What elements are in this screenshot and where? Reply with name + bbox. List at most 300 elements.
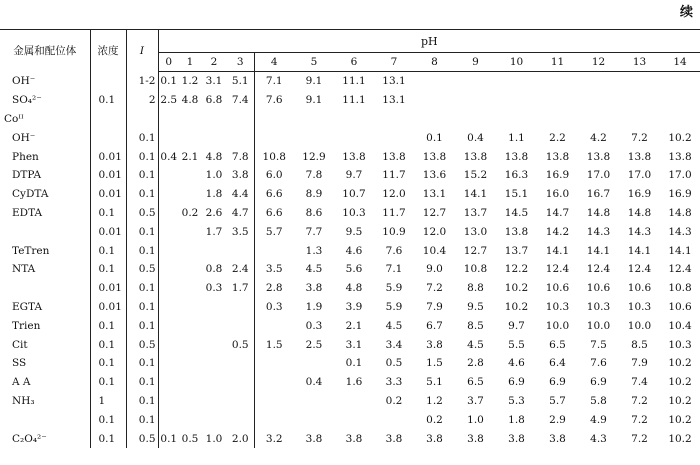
value-cell: 14.2 (545, 225, 570, 238)
value-cell (254, 354, 294, 373)
ligand-name: TeTren (0, 241, 90, 260)
ionic-strength-cell: 0.5 (126, 335, 158, 354)
value-cell (201, 128, 227, 147)
value-cell: 4.6 (345, 244, 363, 257)
value-cell: 1.5 (426, 357, 443, 370)
value-cell: 2.1 (181, 150, 199, 163)
value-cell: 6.9 (508, 376, 525, 389)
value-cell: 0.3 (305, 319, 323, 332)
ionic-strength-cell: 0.1 (126, 147, 158, 166)
ligand-name: OH⁻ (0, 72, 90, 91)
value-cell (158, 166, 179, 185)
value-cell: 10.0 (545, 319, 570, 332)
value-cell: 5.1 (426, 376, 443, 389)
table-header (0, 30, 700, 72)
value-cell (294, 354, 334, 373)
table-row (0, 110, 700, 129)
value-cell: 10.2 (668, 413, 692, 426)
value-cell: 14.3 (668, 225, 692, 238)
value-cell: 2.8 (265, 282, 283, 295)
value-cell: 13.1 (422, 188, 447, 201)
value-cell (578, 110, 619, 129)
value-cell: 1.0 (467, 413, 484, 426)
value-cell: 10.3 (627, 300, 652, 313)
ph-header-cell: 9 (455, 53, 496, 72)
value-cell: 13.8 (504, 225, 529, 238)
value-cell: 14.8 (668, 206, 692, 219)
value-cell (158, 410, 179, 429)
ph-header-cell: 1 (179, 53, 201, 72)
ionic-strength-cell: 0.1 (126, 279, 158, 298)
value-cell (158, 110, 179, 129)
value-cell: 5.6 (345, 263, 363, 276)
value-cell: 2.9 (549, 413, 566, 426)
value-cell: 9.7 (508, 319, 525, 332)
value-cell: 13.8 (504, 150, 529, 163)
value-cell: 13.1 (382, 94, 406, 107)
value-cell: 7.9 (426, 300, 443, 313)
value-cell: 17.0 (668, 169, 692, 182)
value-cell (414, 110, 455, 129)
ligand-name: SO₄²⁻ (0, 91, 90, 110)
concentration-cell: 0.1 (90, 91, 126, 110)
value-cell (294, 128, 334, 147)
concentration-cell: 0.1 (90, 204, 126, 223)
value-cell (227, 298, 254, 317)
value-cell: 4.6 (508, 357, 525, 370)
value-cell (254, 373, 294, 392)
ionic-strength-cell: 0.1 (126, 354, 158, 373)
table-row (0, 373, 700, 392)
value-cell (414, 91, 455, 110)
value-cell: 14.7 (545, 206, 570, 219)
value-cell (455, 110, 496, 129)
concentration-cell: 0.1 (90, 335, 126, 354)
value-cell: 10.0 (586, 319, 611, 332)
value-cell (158, 185, 179, 204)
value-cell: 7.1 (265, 75, 283, 88)
value-cell (227, 128, 254, 147)
value-cell (201, 335, 227, 354)
value-cell (158, 335, 179, 354)
value-cell: 12.4 (668, 263, 692, 276)
value-cell: 13.7 (504, 244, 529, 257)
value-cell (179, 222, 201, 241)
table-row (0, 392, 700, 411)
table-row (0, 298, 700, 317)
ionic-strength-cell: 0.1 (126, 392, 158, 411)
concentration-cell: 0.1 (90, 429, 126, 448)
ionic-strength-cell (126, 110, 158, 129)
value-cell: 12.0 (422, 225, 447, 238)
value-cell (496, 72, 537, 91)
value-cell: 3.8 (467, 432, 484, 445)
value-cell: 11.1 (342, 94, 366, 107)
value-cell (158, 260, 179, 279)
ionic-strength-cell: 0.1 (126, 241, 158, 260)
value-cell: 0.5 (181, 432, 199, 445)
ligand-name (0, 222, 90, 241)
value-cell (158, 241, 179, 260)
value-cell (660, 91, 700, 110)
value-cell: 3.4 (385, 338, 403, 351)
value-cell: 7.4 (227, 91, 254, 110)
value-cell: 6.5 (467, 376, 484, 389)
value-cell: 9.5 (345, 225, 363, 238)
ph-header-cell: 3 (227, 53, 254, 72)
value-cell (227, 316, 254, 335)
value-cell (660, 110, 700, 129)
value-cell: 6.9 (549, 376, 566, 389)
value-cell: 13.8 (463, 150, 488, 163)
value-cell: 7.5 (590, 338, 607, 351)
ligand-name: CyDTA (0, 185, 90, 204)
value-cell: 3.8 (345, 432, 363, 445)
concentration-cell: 0.01 (90, 279, 126, 298)
value-cell: 13.8 (422, 150, 447, 163)
concentration-cell (90, 72, 126, 91)
value-cell: 10.3 (545, 300, 570, 313)
value-cell: 0.1 (160, 432, 178, 445)
value-cell: 3.8 (305, 432, 323, 445)
ph-header-cell: 12 (578, 53, 619, 72)
ph-header-cell: 11 (537, 53, 578, 72)
concentration-cell: 0.1 (90, 354, 126, 373)
value-cell: 7.6 (265, 94, 283, 107)
concentration-cell: 0.01 (90, 185, 126, 204)
value-cell: 0.1 (160, 75, 178, 88)
value-cell (201, 298, 227, 317)
value-cell (158, 222, 179, 241)
value-cell (578, 91, 619, 110)
value-cell: 1.8 (205, 188, 223, 201)
concentration-cell (90, 128, 126, 147)
value-cell: 14.1 (627, 244, 652, 257)
value-cell: 4.5 (467, 338, 484, 351)
value-cell: 8.8 (467, 282, 484, 295)
table-row (0, 166, 700, 185)
value-cell: 0.4 (467, 131, 484, 144)
value-cell: 10.6 (627, 282, 652, 295)
value-cell: 12.0 (382, 188, 406, 201)
value-cell: 0.5 (385, 357, 403, 370)
value-cell: 4.8 (345, 282, 363, 295)
value-cell (158, 279, 179, 298)
value-cell (294, 410, 334, 429)
value-cell: 1.1 (508, 131, 525, 144)
value-cell (158, 373, 179, 392)
value-cell (179, 185, 201, 204)
value-cell (179, 110, 201, 129)
header-ionic-strength: I (126, 30, 158, 72)
ionic-strength-cell: 0.1 (126, 316, 158, 335)
value-cell (254, 110, 294, 129)
ligand-name: EGTA (0, 298, 90, 317)
value-cell: 10.3 (586, 300, 611, 313)
value-cell: 16.3 (504, 169, 529, 182)
value-cell: 13.1 (382, 75, 406, 88)
value-cell: 3.8 (426, 338, 443, 351)
header-concentration: 浓度 (90, 30, 126, 72)
value-cell: 6.9 (590, 376, 607, 389)
ligand-name: EDTA (0, 204, 90, 223)
value-cell: 8.6 (305, 206, 323, 219)
value-cell (179, 316, 201, 335)
value-cell: 6.6 (265, 188, 283, 201)
value-cell: 1.0 (205, 169, 223, 182)
value-cell: 10.3 (342, 206, 366, 219)
ionic-strength-cell: 0.5 (126, 429, 158, 448)
value-cell: 16.9 (545, 169, 570, 182)
value-cell (158, 128, 179, 147)
table-row (0, 335, 700, 354)
concentration-cell: 0.01 (90, 166, 126, 185)
ph-header-cell: 5 (294, 53, 334, 72)
value-cell: 11.1 (342, 75, 366, 88)
value-cell (334, 410, 374, 429)
header-ph: pH (158, 30, 700, 53)
ionic-strength-cell: 2 (126, 91, 158, 110)
ph-header-cell: 14 (660, 53, 700, 72)
value-cell: 7.6 (385, 244, 403, 257)
value-cell (660, 72, 700, 91)
value-cell: 7.8 (227, 147, 254, 166)
value-cell: 0.5 (227, 335, 254, 354)
value-cell: 0.2 (426, 413, 443, 426)
value-cell (578, 72, 619, 91)
value-cell: 5.9 (385, 282, 403, 295)
value-cell (619, 91, 660, 110)
value-cell: 10.9 (382, 225, 406, 238)
value-cell: 14.1 (668, 244, 692, 257)
value-cell (158, 354, 179, 373)
value-cell (179, 410, 201, 429)
value-cell (496, 91, 537, 110)
table-row (0, 260, 700, 279)
continued-label: 续 (679, 5, 694, 20)
value-cell: 10.3 (668, 338, 692, 351)
value-cell (254, 392, 294, 411)
value-cell: 7.6 (590, 357, 607, 370)
value-cell: 6.5 (549, 338, 566, 351)
value-cell: 14.3 (627, 225, 652, 238)
ligand-name: Phen (0, 147, 90, 166)
value-cell: 9.5 (467, 300, 484, 313)
value-cell: 13.8 (382, 150, 406, 163)
value-cell: 5.9 (385, 300, 403, 313)
table-row (0, 429, 700, 448)
value-cell: 6.8 (205, 94, 223, 107)
value-cell: 3.2 (265, 432, 283, 445)
value-cell: 3.1 (205, 75, 223, 88)
value-cell: 6.7 (426, 319, 443, 332)
concentration-cell: 0.01 (90, 298, 126, 317)
value-cell: 8.9 (305, 188, 323, 201)
value-cell: 15.2 (463, 169, 488, 182)
value-cell: 4.7 (227, 204, 254, 223)
value-cell: 1.2 (181, 75, 199, 88)
value-cell: 11.7 (382, 206, 406, 219)
ph-header-cell: 6 (334, 53, 374, 72)
value-cell: 0.3 (205, 282, 223, 295)
value-cell (227, 110, 254, 129)
value-cell (254, 241, 294, 260)
value-cell: 0.3 (265, 300, 283, 313)
value-cell: 11.7 (382, 169, 406, 182)
table-row (0, 204, 700, 223)
value-cell: 3.1 (345, 338, 363, 351)
value-cell: 13.8 (668, 150, 692, 163)
value-cell: 3.3 (385, 376, 403, 389)
value-cell (455, 72, 496, 91)
concentration-cell: 0.1 (90, 241, 126, 260)
value-cell: 10.2 (668, 131, 692, 144)
value-cell: 0.2 (385, 394, 403, 407)
value-cell (496, 110, 537, 129)
value-cell: 8.5 (467, 319, 484, 332)
value-cell (374, 410, 414, 429)
value-cell (201, 241, 227, 260)
ionic-strength-cell: 0.1 (126, 298, 158, 317)
value-cell (201, 316, 227, 335)
value-cell: 2.4 (227, 260, 254, 279)
value-cell: 4.4 (227, 185, 254, 204)
value-cell: 3.8 (385, 432, 403, 445)
value-cell (158, 392, 179, 411)
value-cell: 2.8 (467, 357, 484, 370)
ph-header-cell: 10 (496, 53, 537, 72)
value-cell (158, 316, 179, 335)
value-cell: 0.1 (345, 357, 363, 370)
value-cell: 3.8 (549, 432, 566, 445)
value-cell (537, 110, 578, 129)
value-cell: 10.6 (545, 282, 570, 295)
value-cell: 10.4 (668, 319, 692, 332)
value-cell: 7.1 (385, 263, 403, 276)
value-cell: 13.8 (545, 150, 570, 163)
value-cell: 7.2 (631, 131, 648, 144)
value-cell: 4.2 (590, 131, 607, 144)
value-cell: 10.2 (668, 357, 692, 370)
value-cell (334, 392, 374, 411)
value-cell (227, 410, 254, 429)
value-cell: 0.4 (160, 150, 178, 163)
value-cell (334, 128, 374, 147)
value-cell (201, 110, 227, 129)
value-cell: 13.8 (586, 150, 611, 163)
value-cell: 1.9 (305, 300, 323, 313)
ionic-strength-cell: 0.1 (126, 373, 158, 392)
value-cell: 9.7 (345, 169, 363, 182)
concentration-cell: 0.1 (90, 316, 126, 335)
value-cell (227, 241, 254, 260)
value-cell: 4.8 (181, 94, 199, 107)
value-cell: 4.3 (590, 432, 607, 445)
value-cell (179, 128, 201, 147)
value-cell (179, 241, 201, 260)
table-row (0, 316, 700, 335)
value-cell: 4.5 (385, 319, 403, 332)
value-cell: 9.0 (426, 263, 443, 276)
value-cell: 7.2 (631, 432, 648, 445)
value-cell (179, 354, 201, 373)
value-cell: 16.0 (545, 188, 570, 201)
ligand-name: Cit (0, 335, 90, 354)
value-cell: 14.3 (586, 225, 611, 238)
ionic-strength-cell: 0.1 (126, 128, 158, 147)
table-row (0, 72, 700, 91)
value-cell: 2.6 (205, 206, 223, 219)
ligand-name: DTPA (0, 166, 90, 185)
ionic-strength-cell: 0.5 (126, 204, 158, 223)
ph-header-cell: 2 (201, 53, 227, 72)
ligand-name: NTA (0, 260, 90, 279)
value-cell: 13.0 (463, 225, 488, 238)
value-cell (537, 91, 578, 110)
value-cell: 3.8 (305, 282, 323, 295)
table-row (0, 91, 700, 110)
value-cell: 14.5 (504, 206, 529, 219)
table-row (0, 279, 700, 298)
value-cell (254, 316, 294, 335)
value-cell (455, 91, 496, 110)
concentration-cell: 0.1 (90, 373, 126, 392)
ionic-strength-cell: 0.1 (126, 185, 158, 204)
table-row (0, 147, 700, 166)
value-cell: 5.5 (508, 338, 525, 351)
value-cell: 0.8 (205, 263, 223, 276)
value-cell (294, 110, 334, 129)
value-cell: 10.7 (342, 188, 366, 201)
value-cell (179, 166, 201, 185)
value-cell (227, 392, 254, 411)
ligand-name: C₂O₄²⁻ (0, 429, 90, 448)
value-cell: 2.0 (227, 429, 254, 448)
value-cell: 14.1 (545, 244, 570, 257)
value-cell (227, 354, 254, 373)
ligand-name: SS (0, 354, 90, 373)
value-cell: 4.8 (205, 150, 223, 163)
value-cell: 9.1 (305, 75, 323, 88)
value-cell: 3.8 (227, 166, 254, 185)
concentration-cell: 0.1 (90, 260, 126, 279)
concentration-cell: 1 (90, 392, 126, 411)
value-cell: 16.9 (627, 188, 652, 201)
value-cell: 7.2 (631, 394, 648, 407)
table-body (0, 72, 700, 448)
value-cell: 7.2 (631, 413, 648, 426)
value-cell: 5.8 (590, 394, 607, 407)
value-cell (619, 72, 660, 91)
value-cell (201, 354, 227, 373)
value-cell: 10.6 (668, 300, 692, 313)
value-cell: 14.8 (627, 206, 652, 219)
concentration-cell: 0.01 (90, 147, 126, 166)
value-cell: 5.3 (508, 394, 525, 407)
table-row (0, 185, 700, 204)
ionic-strength-cell: 1-2 (126, 72, 158, 91)
value-cell: 1.2 (426, 394, 443, 407)
value-cell (179, 392, 201, 411)
value-cell: 13.6 (422, 169, 447, 182)
value-cell: 10.2 (668, 394, 692, 407)
value-cell: 3.5 (265, 263, 283, 276)
value-cell: 4.9 (590, 413, 607, 426)
ligand-name: OH⁻ (0, 128, 90, 147)
value-cell: 0.1 (426, 131, 443, 144)
value-cell: 10.8 (668, 282, 692, 295)
value-cell: 5.7 (265, 225, 283, 238)
